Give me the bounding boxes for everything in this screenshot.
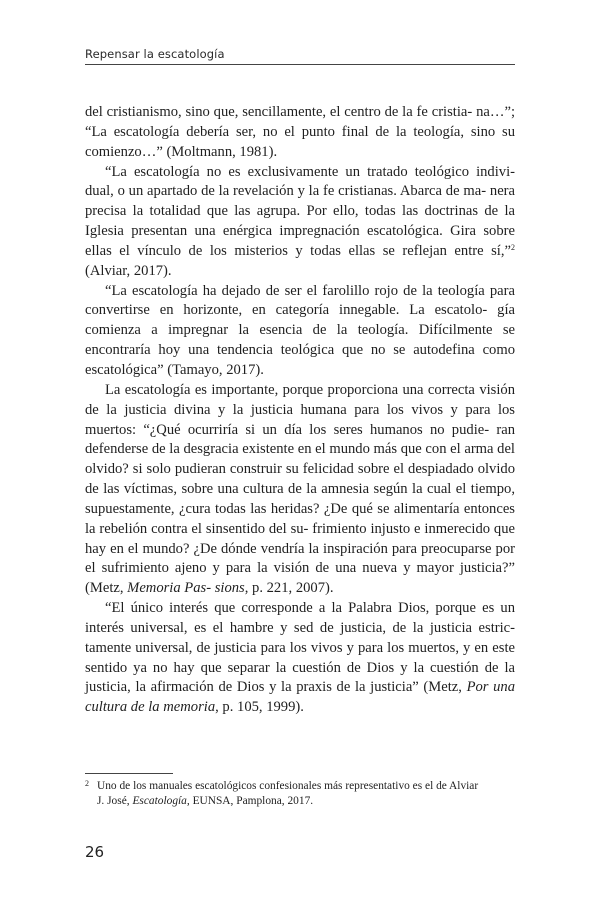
paragraph <box>85 163 515 282</box>
footnote-cited-title: Escatología, <box>132 795 190 808</box>
footnote-reference[interactable]: 2 <box>511 242 515 252</box>
paragraph <box>85 381 515 599</box>
text-line: qué se alimentaría entonces la rebelión contra el sinsentido del su- <box>85 500 515 537</box>
footnote-divider <box>85 773 173 774</box>
text-line: de la justicia, la afirmación de Dios y la praxis de la justicia” (Metz, <box>85 659 515 696</box>
cited-title: sions <box>214 580 245 597</box>
text-line: para la visión de una nueva y mayor justicia?” (Metz, <box>85 560 515 597</box>
text-line: na…”; “La escatología debería ser, no el punto final de la teología, <box>85 104 515 140</box>
text-line: los muertos: “¿Qué ocurriría si un día los seres humanos no pudie- <box>85 401 515 438</box>
running-header <box>85 47 515 65</box>
text-line: “El único interés que corresponde a la Palabra Dios, porque es un <box>105 600 515 617</box>
text-line: , p. 221, 2007). <box>244 580 334 597</box>
body-text <box>85 103 515 718</box>
text-line: despiadado olvido de las víctimas, sobre una cultura de la amnesia <box>85 461 515 498</box>
text-line: ran defenderse de la desgracia existente en el mundo más que con <box>85 421 515 458</box>
paragraph <box>85 103 515 163</box>
text-line: este sentido ya no hay que separar la cuestión de Dios y la cuestión <box>85 639 515 676</box>
running-title: Repensar la escatología <box>85 47 225 61</box>
paragraph <box>85 282 515 381</box>
text-line: frimiento injusto e inmerecido que hay en el mundo? ¿De dónde <box>85 520 515 557</box>
text-line: del cristianismo, sino que, sencillamente, el centro de la fe cristia- <box>85 104 473 120</box>
text-line: (Alviar, 2017). <box>85 262 172 279</box>
text-line: para convertirse en horizonte, en categoría innegable. La escatolo- <box>85 282 515 319</box>
text-line: La escatología es importante, porque proporciona una correcta <box>105 381 475 398</box>
text-line: escatológica” (Tamayo, 2017). <box>85 361 264 378</box>
text-line: de la Iglesia presentan una enérgica impregnación escatológica. Gira <box>85 203 515 240</box>
footnote-first-line: 2 Uno de los manuales escatológicos confesionales más representativo es el de Alviar <box>85 779 479 792</box>
text-line: encontraría hoy una tendencia teológica que no se autodefina como <box>85 342 515 359</box>
footnote <box>85 779 515 810</box>
text-line: sí,” <box>491 242 511 259</box>
text-line: gía comienza a impregnar la esencia de la teología. Difícilmente se <box>85 302 515 339</box>
text-line: según la cual el tiempo, supuestamente, ¿cura todas las heridas? ¿De <box>85 481 515 517</box>
text-line: nera precisa la totalidad que las agrupa. Por ello, todas las doctrinas <box>85 183 516 220</box>
cited-title: Por una cultura de la memoria <box>85 679 516 716</box>
text-line: el arma del olvido? si solo pudieran construir su felicidad sobre el <box>85 441 515 478</box>
footnote-text: EUNSA, Pamplona, 2017. <box>189 795 314 808</box>
text-line: “La escatología no es exclusivamente un tratado teológico indivi- <box>105 163 515 180</box>
text-line: tamente universal, de justicia para los vivos y para los muertos, y en <box>85 639 489 656</box>
footnote-text: Uno de los manuales escatológicos confesionales más representativo es el de Alviar <box>97 780 479 792</box>
text-line: interés universal, es el hambre y sed de justicia, de la justicia estric- <box>85 619 515 636</box>
text-line: dual, o un apartado de la revelación y la fe cristianas. Abarca de ma- <box>85 183 487 200</box>
text-line: sobre ellas el vínculo de los misterios y todas ellas se reflejan entre <box>85 223 515 259</box>
text-line: “La escatología ha dejado de ser el farolillo rojo de la teología <box>105 282 485 299</box>
text-line: , p. 105, 1999). <box>215 699 304 716</box>
footnote-second-line <box>85 794 515 809</box>
paragraph <box>85 599 515 718</box>
text-line: vendría la inspiración para preocuparse por el sufrimiento ajeno y <box>85 540 515 577</box>
cited-title: Memoria Pas- <box>127 580 212 597</box>
page-number: 26 <box>85 843 105 861</box>
footnote-text: J. José, <box>97 795 133 808</box>
text-line: visión de la justicia divina y la justicia humana para los vivos y para <box>85 381 516 418</box>
text-line: sino su comienzo…” (Moltmann, 1981). <box>85 123 516 160</box>
